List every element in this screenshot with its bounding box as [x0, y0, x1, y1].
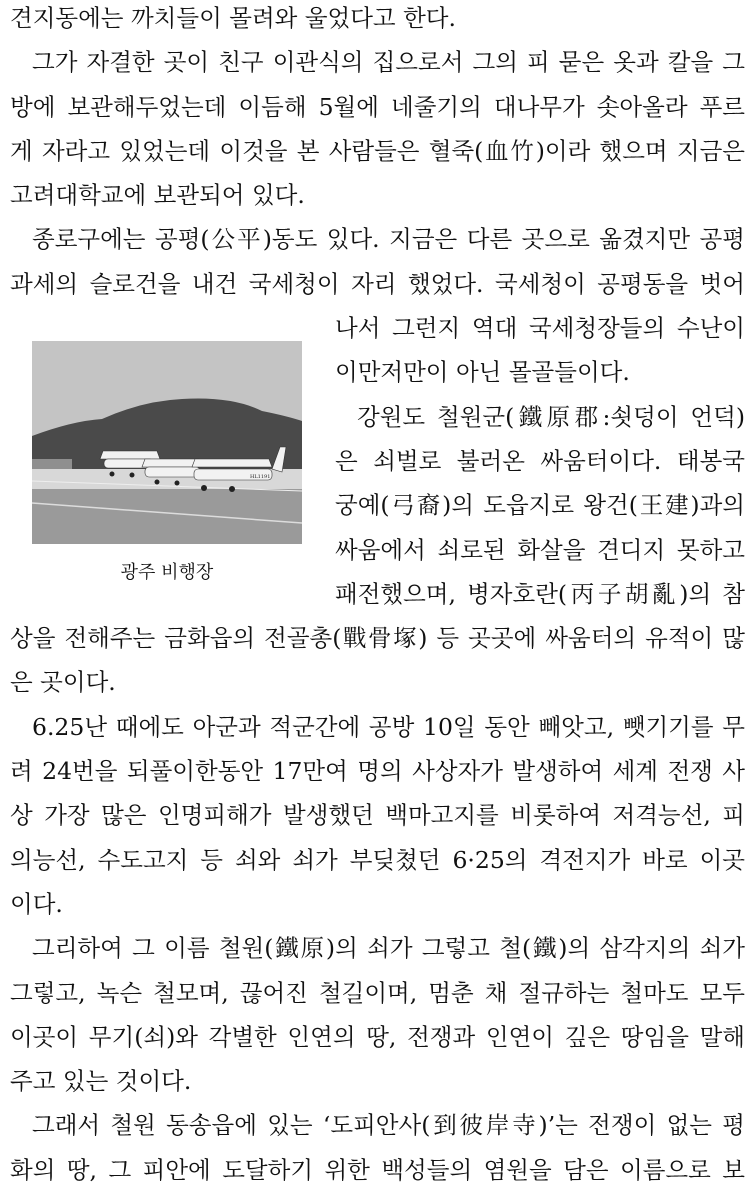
text-line: 싸움에서 쇠로된 화살을 견디지 못하고 [335, 535, 745, 564]
text-line: 화의 땅, 그 피안에 도달하기 위한 백성들의 염원을 담은 이름으로 보 [10, 1155, 745, 1184]
text-line: 상을 전해주는 금화읍의 전골총(戰骨塚) 등 곳곳에 싸움터의 유적이 많 [10, 624, 745, 653]
text-line: 의능선, 수도고지 등 쇠와 쇠가 부딪쳤던 6·25의 격전지가 바로 이곳 [10, 845, 745, 874]
text-line: 고려대학교에 보관되어 있다. [10, 181, 305, 210]
text-line: 종로구에는 공평(公平)동도 있다. 지금은 다른 곳으로 옮겼지만 공평 [32, 225, 745, 254]
text-line: 방에 보관해두었는데 이듬해 5월에 네줄기의 대나무가 솟아올라 푸르 [10, 92, 745, 121]
text-line: 게 자라고 있었는데 이것을 본 사람들은 혈죽(血竹)이라 했으며 지금은 [10, 136, 745, 165]
text-line: 패전했으며, 병자호란(丙子胡亂)의 참 [335, 579, 745, 608]
document-body [10, 0, 745, 1192]
text-line: 이다. [10, 889, 63, 918]
text-line: 주고 있는 것이다. [10, 1067, 192, 1096]
text-line: 궁예(弓裔)의 도읍지로 왕건(王建)과의 [335, 491, 745, 520]
text-line: 은 곳이다. [10, 668, 116, 697]
airfield-photo [32, 341, 302, 544]
text-line: 그리하여 그 이름 철원(鐵原)의 쇠가 그렇고 철(鐵)의 삼각지의 쇠가 [32, 934, 745, 963]
text-line: 려 24번을 되풀이한동안 17만여 명의 사상자가 발생하여 세계 전쟁 사 [10, 757, 745, 786]
text-line: 그래서 철원 동송읍에 있는 ‘도피안사(到彼岸寺)’는 전쟁이 없는 평 [32, 1111, 745, 1140]
figure-airfield [32, 341, 302, 584]
plane-marking: HL1191 [250, 474, 271, 480]
text-line: 과세의 슬로건을 내건 국세청이 자리 했었다. 국세청이 공평동을 벗어 [10, 269, 745, 298]
text-line: 6.25난 때에도 아군과 적군간에 공방 10일 동안 빼앗고, 뺏기기를 무 [32, 712, 745, 741]
text-line: 견지동에는 까치들이 몰려와 울었다고 한다. [10, 4, 456, 32]
figure-caption: 광주 비행장 [120, 562, 214, 583]
text-line: 그렇고, 녹슨 철모며, 끊어진 철길이며, 멈춘 채 절규하는 철마도 모두 [10, 978, 745, 1007]
text-line: 강원도 철원군(鐵原郡:쇳덩이 언덕) [357, 402, 745, 431]
text-line: 상 가장 많은 인명피해가 발생했던 백마고지를 비롯하여 저격능선, 피 [10, 801, 745, 830]
text-line: 나서 그런지 역대 국세청장들의 수난이 [335, 314, 745, 343]
text-line: 은 쇠벌로 불러온 싸움터이다. 태봉국 [335, 446, 745, 475]
text-line: 그가 자결한 곳이 친구 이관식의 집으로서 그의 피 묻은 옷과 칼을 그 [32, 48, 745, 77]
text-line: 이만저만이 아닌 몰골들이다. [335, 358, 630, 387]
text-line: 이곳이 무기(쇠)와 각별한 인연의 땅, 전쟁과 인연이 깊은 땅임을 말해 [10, 1022, 745, 1051]
